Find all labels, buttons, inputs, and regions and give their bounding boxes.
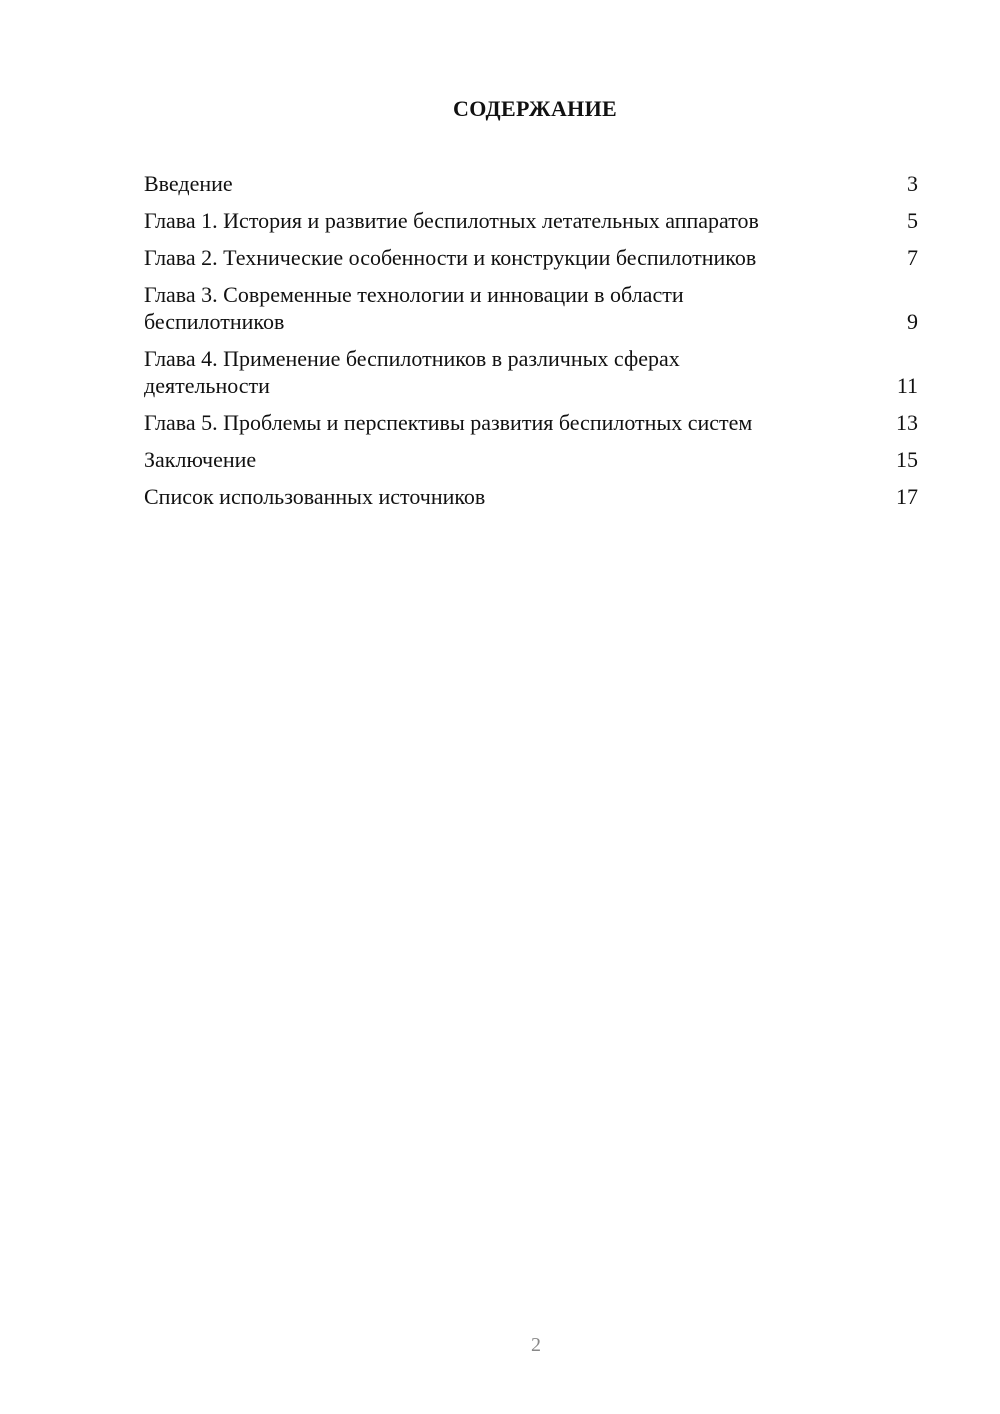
- table-of-contents: [144, 170, 918, 520]
- toc-entry-text: Список использованных источников: [144, 484, 486, 509]
- toc-entry-page: 11: [896, 373, 918, 398]
- toc-entry-page: 7: [907, 245, 918, 270]
- toc-entry-text: Заключение: [144, 447, 257, 472]
- toc-entry-page: 3: [907, 171, 918, 196]
- page-title: СОДЕРЖАНИЕ: [453, 96, 617, 121]
- toc-entry-page: 9: [907, 309, 918, 334]
- toc-entry-text: Глава 4. Применение беспилотников в различных сферах деятельности: [144, 346, 680, 398]
- toc-entry-chapter-5[interactable]: [144, 409, 918, 436]
- toc-entry-page: 13: [896, 410, 918, 435]
- toc-entry-text: Глава 5. Проблемы и перспективы развития беспилотных систем: [144, 410, 753, 435]
- toc-entry-page: 15: [896, 447, 918, 472]
- toc-entry-text: Введение: [144, 171, 233, 196]
- toc-entry-text: Глава 2. Технические особенности и конструкции беспилотников: [144, 245, 757, 270]
- toc-entry-chapter-1[interactable]: [144, 207, 918, 234]
- toc-entry-chapter-3[interactable]: [144, 281, 918, 335]
- toc-entry-text: Глава 1. История и развитие беспилотных летательных аппаратов: [144, 208, 759, 233]
- toc-entry-page: 17: [896, 484, 918, 509]
- toc-entry-chapter-2[interactable]: [144, 244, 918, 271]
- toc-entry-introduction[interactable]: [144, 170, 918, 197]
- toc-entry-chapter-4[interactable]: [144, 345, 918, 399]
- toc-entry-text: Глава 3. Современные технологии и инновации в области беспилотников: [144, 282, 684, 334]
- toc-entry-references[interactable]: [144, 483, 918, 510]
- toc-entry-conclusion[interactable]: [144, 446, 918, 473]
- page-number: 2: [531, 1334, 541, 1356]
- toc-entry-page: 5: [907, 208, 918, 233]
